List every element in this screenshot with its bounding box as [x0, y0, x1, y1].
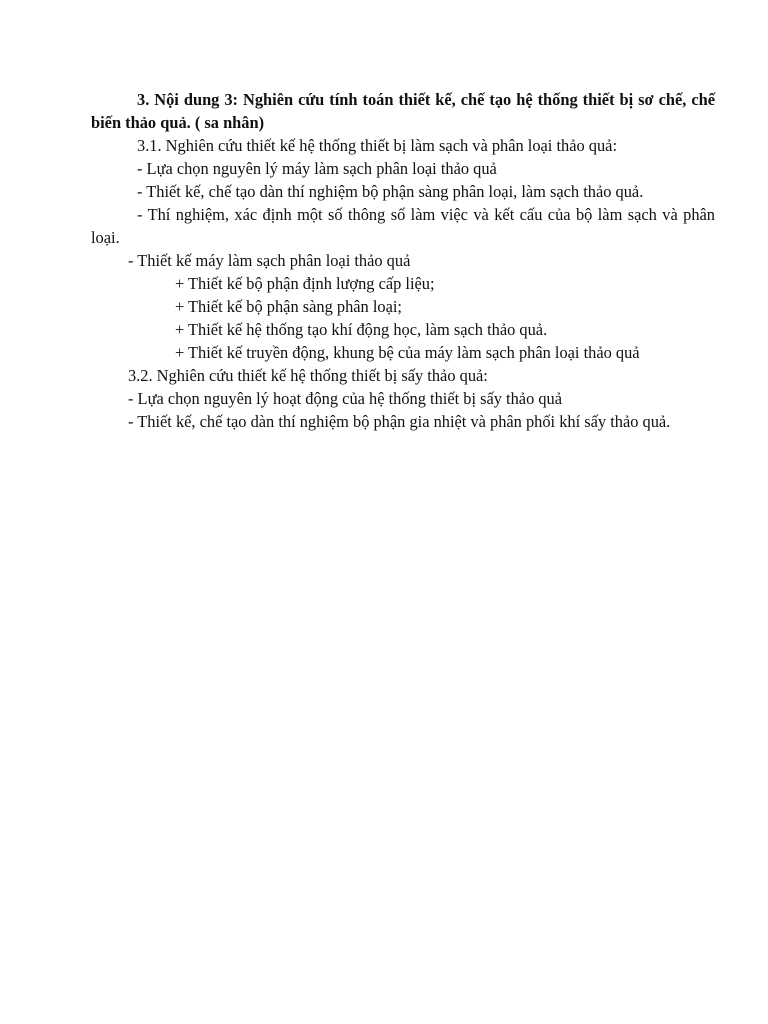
- list-item: - Thí nghiệm, xác định một số thông số làm việc và kết cấu của bộ làm sạch và phân loại.: [91, 205, 715, 247]
- sub-list-item: + Thiết kế hệ thống tạo khí động học, làm sạch thảo quả.: [175, 320, 548, 339]
- list-item: - Thiết kế, chế tạo dàn thí nghiệm bộ phận sàng phân loại, làm sạch thảo quả.: [137, 182, 644, 201]
- sub-list-item: + Thiết kế truyền động, khung bệ của máy làm sạch phân loại thảo quả: [175, 343, 640, 362]
- list-item: - Lựa chọn nguyên lý hoạt động của hệ thống thiết bị sấy thảo quả: [128, 389, 563, 408]
- section-heading: 3. Nội dung 3: Nghiên cứu tính toán thiết kế, chế tạo hệ thống thiết bị sơ chế, chế biến thảo quả. ( sa nhân): [91, 90, 715, 132]
- sub-list-item: + Thiết kế bộ phận sàng phân loại;: [175, 297, 402, 316]
- subsection-3-2-title: 3.2. Nghiên cứu thiết kế hệ thống thiết bị sấy thảo quả:: [128, 366, 488, 385]
- list-item: - Lựa chọn nguyên lý máy làm sạch phân loại thảo quả: [137, 159, 497, 178]
- list-item: - Thiết kế, chế tạo dàn thí nghiệm bộ phận gia nhiệt và phân phối khí sấy thảo quả.: [128, 412, 671, 431]
- subsection-3-1-title: 3.1. Nghiên cứu thiết kế hệ thống thiết bị làm sạch và phân loại thảo quả:: [137, 136, 617, 155]
- sub-list-item: + Thiết kế bộ phận định lượng cấp liệu;: [175, 274, 435, 293]
- machine-design-item: - Thiết kế máy làm sạch phân loại thảo quả: [128, 251, 411, 270]
- document-page: [91, 88, 715, 433]
